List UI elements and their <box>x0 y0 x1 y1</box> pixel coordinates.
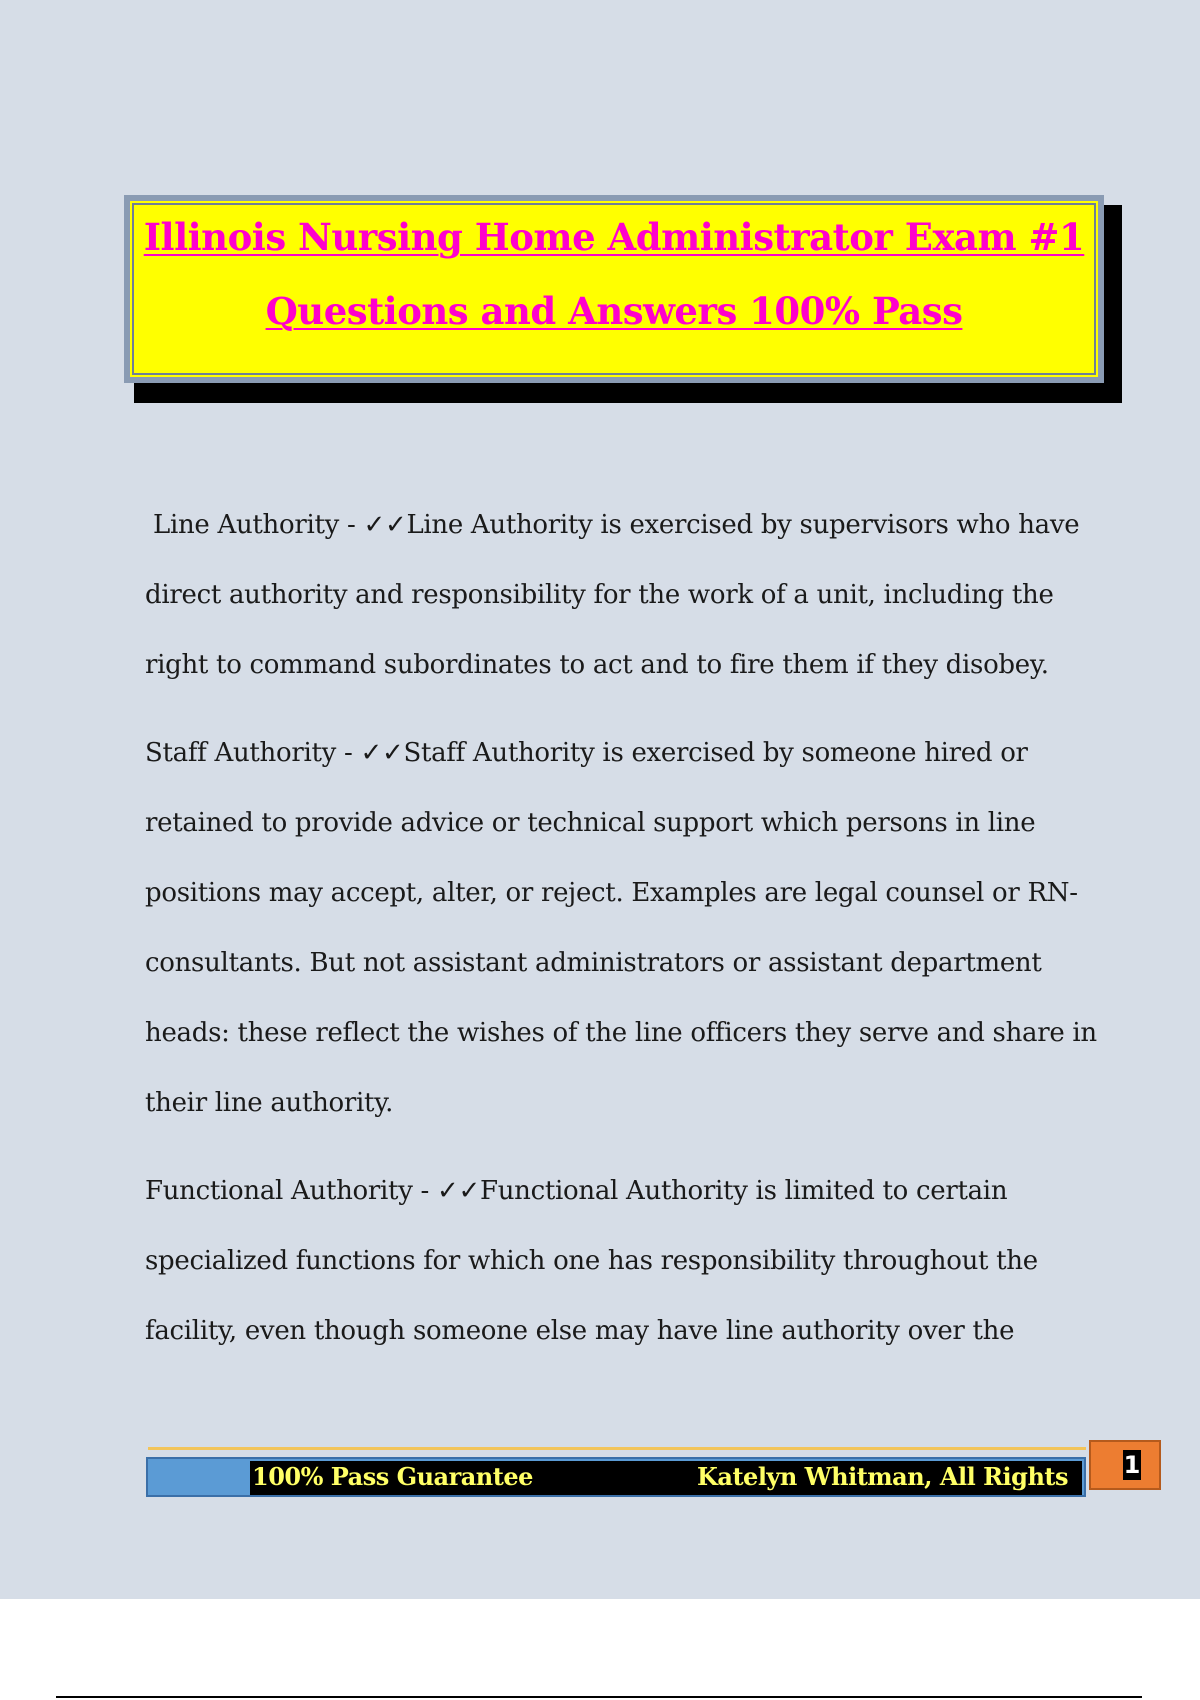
qa-entry-line-authority <box>145 490 1105 700</box>
check-mark-icon: ✓✓ <box>437 1176 480 1206</box>
title-box <box>124 195 1104 383</box>
entry-term: Staff Authority <box>145 738 337 768</box>
entry-separator: - <box>412 1176 438 1206</box>
entry-separator: - <box>339 510 364 540</box>
check-mark-icon: ✓✓ <box>363 510 407 540</box>
document-body <box>145 490 1105 1384</box>
footer-divider <box>148 1447 1086 1450</box>
entry-definition: Line Authority is exercised by supervisors who have direct authority and responsibility for the work of a unit, including the right to command subordinates to act and to fire them if they disobey. <box>145 510 1080 680</box>
page-number: 1 <box>1123 1451 1141 1479</box>
check-mark-icon: ✓✓ <box>360 738 404 768</box>
entry-term: Functional Authority <box>145 1176 413 1206</box>
entry-separator: - <box>336 738 361 768</box>
next-page-divider <box>56 1696 1142 1698</box>
entry-definition: Functional Authority is limited to certain specialized functions for which one has responsibility throughout the facility, even though someone else may have line authority over the <box>145 1176 1038 1346</box>
qa-entry-staff-authority <box>145 718 1105 1138</box>
footer-left-text: 100% Pass Guarantee <box>252 1462 533 1491</box>
document-title-line-1: Illinois Nursing Home Administrator Exam #1 <box>143 215 1085 259</box>
qa-entry-functional-authority <box>145 1156 1105 1366</box>
entry-term: Line Authority <box>153 510 340 540</box>
document-title-line-2: Questions and Answers 100% Pass <box>265 289 963 333</box>
entry-definition: Staff Authority is exercised by someone hired or retained to provide advice or technical support which persons in line positions may accept, alter, or reject. Examples are legal counsel or RN-consultants. But not assistant administrators or assistant department heads: these reflect the wishes of the line officers they serve and share in their line authority. <box>145 738 1097 1118</box>
footer-right-text: Katelyn Whitman, All Rights <box>697 1462 1068 1491</box>
